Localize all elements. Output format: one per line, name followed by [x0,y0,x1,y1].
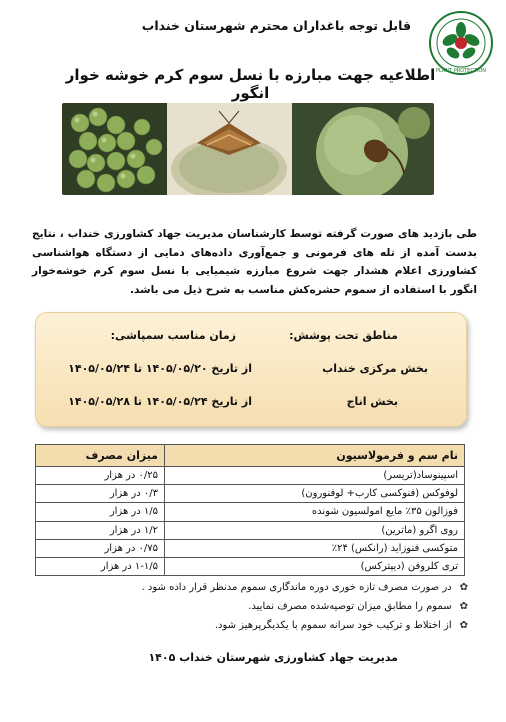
pesticide-name: اسپینوساد(تریسر) [165,467,465,485]
flower-bullet-icon: ✿ [459,620,468,631]
flower-bullet-icon: ✿ [459,582,468,593]
spray-period: از تاریخ ۱۴۰۵/۰۵/۲۰ تا ۱۴۰۵/۰۵/۲۴ [68,362,252,375]
pesticide-name: روی اگرو (ماترین) [165,521,465,539]
pesticide-name: فوزالون ۳۵٪ مایع امولسیون شونده [165,503,465,521]
table-row [36,467,465,485]
pesticide-rate: ۰/۲۵ در هزار [36,467,165,485]
column-header-name: نام سم و فرمولاسیون [165,445,465,467]
plant-protection-logo-icon [428,10,494,76]
page-title: اطلاعیه جهت مبارزه با نسل سوم کرم خوشه خوار انگور [65,66,436,102]
note-text: در صورت مصرف تازه خوری دوره ماندگاری سموم مدنظر قرار داده شود . [141,582,452,593]
spray-period: از تاریخ ۱۴۰۵/۰۵/۲۴ تا ۱۴۰۵/۰۵/۲۸ [68,395,252,408]
pesticide-table [35,444,465,576]
table-row [36,557,465,575]
pesticide-name: تری کلروفن (دیپترکس) [165,557,465,575]
moth-photo [167,103,292,195]
pesticide-rate: ۰/۳ در هزار [36,485,165,503]
area-name: بخش مرکزی خنداب [322,362,428,375]
table-header-row [36,445,465,467]
pesticide-name: لوفوکس (فنوکسی کارب+ لوفنورون) [165,485,465,503]
flower-bullet-icon: ✿ [459,601,468,612]
pesticide-rate: ۰/۷۵ در هزار [36,539,165,557]
note-text: سموم را مطابق میزان توصیه‌شده مصرف نمایید. [248,601,452,612]
notes-list [38,578,468,635]
pesticide-rate: ۱/۲ در هزار [36,521,165,539]
area-name: بخش اناج [346,395,398,408]
greeting-line: قابل توجه باغداران محترم شهرستان خنداب [141,18,411,33]
table-row [36,485,465,503]
pesticide-name: متوکسی فنوزاید (رانکس) ۲۴٪ [165,539,465,557]
column-header-rate: میزان مصرف [36,445,165,467]
spray-timing-box [35,312,467,427]
intro-paragraph: طی بازدید های صورت گرفته توسط کارشناسان مدیریت جهاد کشاورزی خنداب ، نتایج بدست آمده از تله های فرمونی و جمع‌آوری داده‌های دمایی از دستگاه هواشناسی کشاورزی اعلام هشدار جهت شروع مبارزه شیمیایی با نسل سوم کرم خوشه‌خوار انگور با استفاده از سموم حشره‌کش مناسب به شرح ذیل می باشد. [32,228,477,296]
list-item [38,597,468,616]
table-row [36,521,465,539]
area-header: مناطق تحت پوشش: [289,329,398,342]
list-item [38,616,468,635]
infested-grape-photo [292,103,434,195]
time-header: زمان مناسب سمپاشی: [110,329,236,342]
list-item [38,578,468,597]
pesticide-rate: ۱-۱/۵ در هزار [36,557,165,575]
note-text: از اختلاط و ترکیب خود سرانه سموم با یکدیگرپرهیز شود. [214,620,452,631]
table-row [36,503,465,521]
grape-cluster-photo [62,103,167,195]
table-row [36,539,465,557]
pesticide-rate: ۱/۵ در هزار [36,503,165,521]
photo-strip [62,103,434,195]
logo-text: PLANT PROTECTION [435,68,487,74]
footer-signature: مدیریت جهاد کشاورزی شهرستان خنداب ۱۴۰۵ [148,651,398,664]
